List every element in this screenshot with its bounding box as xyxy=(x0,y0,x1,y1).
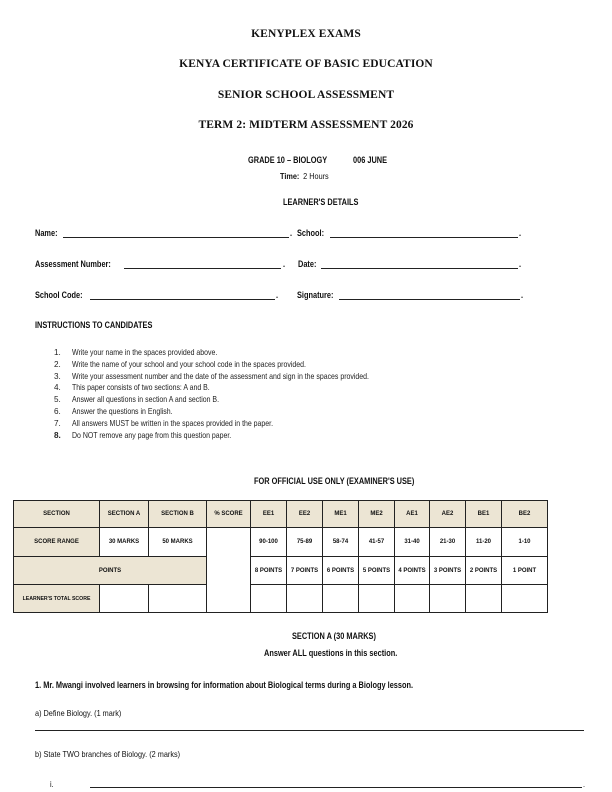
total-section-a-cell[interactable] xyxy=(100,585,149,613)
table-header-cell: BE2 xyxy=(502,501,548,528)
range-cell: 11-20 xyxy=(466,528,502,557)
assessment-number-label: Assessment Number: xyxy=(35,259,111,269)
range-cell: 75-89 xyxy=(287,528,323,557)
table-header-cell: ME2 xyxy=(359,501,395,528)
table-header-cell: EE2 xyxy=(287,501,323,528)
instruction-number: 4. xyxy=(54,383,61,393)
points-cell: 5 POINTS xyxy=(359,557,395,585)
table-header-cell: SECTION xyxy=(14,501,100,528)
total-grade-cell[interactable] xyxy=(287,585,323,613)
exam-month xyxy=(353,150,395,168)
time-label: Time: xyxy=(280,171,300,181)
table-header-row xyxy=(14,501,548,528)
table-header-cell: SECTION B xyxy=(149,501,207,528)
signature-dot: . xyxy=(521,290,524,300)
instruction-text: This paper consists of two sections: A and B. xyxy=(72,383,210,393)
learner-details-title: LEARNER'S DETAILS xyxy=(283,197,359,207)
instruction-number: 3. xyxy=(54,371,61,381)
total-grade-cell[interactable] xyxy=(430,585,466,613)
certificate-title: KENYA CERTIFICATE OF BASIC EDUCATION xyxy=(179,58,433,70)
percent-score-cell[interactable] xyxy=(207,528,251,613)
range-cell: 31-40 xyxy=(395,528,430,557)
name-field[interactable] xyxy=(63,237,289,238)
instruction-number: 7. xyxy=(54,418,61,428)
answer-line-1a[interactable] xyxy=(35,730,584,731)
instruction-number: 5. xyxy=(54,395,61,405)
school-dot: . xyxy=(519,228,522,238)
range-cell: 41-57 xyxy=(359,528,395,557)
points-cell: 4 POINTS xyxy=(395,557,430,585)
question-1a: a) Define Biology. (1 mark) xyxy=(35,708,122,718)
question-1-stem: 1. Mr. Mwangi involved learners in browsing for information about Biological terms during a Biology lesson. xyxy=(35,680,414,690)
score-range-row xyxy=(14,528,548,557)
date-label: Date: xyxy=(298,259,317,269)
school-label: School: xyxy=(297,228,325,238)
instruction-number: 8. xyxy=(54,430,61,440)
instruction-text: Write your assessment number and the date of the assessment and sign in the spaces provided. xyxy=(72,371,369,381)
time-value: 2 Hours xyxy=(303,171,329,181)
assessment-title: SENIOR SCHOOL ASSESSMENT xyxy=(217,89,395,101)
school-field[interactable] xyxy=(330,237,518,238)
score-range-label: SCORE RANGE xyxy=(14,528,100,557)
table-header-cell: AE2 xyxy=(430,501,466,528)
table-header-cell: ME1 xyxy=(323,501,359,528)
range-cell: 90-100 xyxy=(251,528,287,557)
instruction-number: 2. xyxy=(54,359,61,369)
instruction-text: Answer the questions in English. xyxy=(72,407,173,416)
name-dot: . xyxy=(290,228,293,238)
points-cell: 2 POINTS xyxy=(466,557,502,585)
total-grade-cell[interactable] xyxy=(502,585,548,613)
answer-line-1b-i-dot: . xyxy=(583,779,586,789)
grade-subject: GRADE 10 – BIOLOGY xyxy=(248,155,328,165)
school-code-label: School Code: xyxy=(35,290,83,300)
roman-numeral-i: i. xyxy=(50,779,54,789)
section-a-marks: 30 MARKS xyxy=(100,528,149,557)
table-header-cell: EE1 xyxy=(251,501,287,528)
table-header-cell: SECTION A xyxy=(100,501,149,528)
signature-label: Signature: xyxy=(297,290,334,300)
name-label: Name: xyxy=(35,228,58,238)
official-use-table xyxy=(13,500,548,613)
instruction-text: Write the name of your school and your school code in the spaces provided. xyxy=(72,359,306,369)
official-use-title: FOR OFFICIAL USE ONLY (EXAMINER'S USE) xyxy=(254,476,415,486)
total-grade-cell[interactable] xyxy=(359,585,395,613)
answer-line-1b-i[interactable] xyxy=(90,787,582,788)
range-cell: 58-74 xyxy=(323,528,359,557)
time-line xyxy=(280,166,329,184)
total-grade-cell[interactable] xyxy=(323,585,359,613)
instruction-text: Do NOT remove any page from this question paper. xyxy=(72,430,232,440)
date-dot: . xyxy=(519,259,522,269)
signature-field[interactable] xyxy=(339,299,520,300)
instruction-text: All answers MUST be written in the spaces provided in the paper. xyxy=(72,418,274,428)
instruction-number: 1. xyxy=(54,348,61,357)
term-title: TERM 2: MIDTERM ASSESSMENT 2026 xyxy=(198,119,414,131)
total-section-b-cell[interactable] xyxy=(149,585,207,613)
table-header-cell: % SCORE xyxy=(207,501,251,528)
instructions-title: INSTRUCTIONS TO CANDIDATES xyxy=(35,320,153,330)
exam-month-text: 006 JUNE xyxy=(353,155,388,165)
points-cell: 8 POINTS xyxy=(251,557,287,585)
table-header-cell: AE1 xyxy=(395,501,430,528)
instruction-number: 6. xyxy=(54,407,61,416)
assessment-number-dot: . xyxy=(283,259,286,269)
total-score-label: LEARNER'S TOTAL SCORE xyxy=(14,585,100,613)
section-a-subtitle: Answer ALL questions in this section. xyxy=(264,648,398,658)
points-cell: 3 POINTS xyxy=(430,557,466,585)
points-cell: 7 POINTS xyxy=(287,557,323,585)
points-row xyxy=(14,557,548,585)
section-a-title: SECTION A (30 MARKS) xyxy=(292,631,376,641)
instruction-text: Answer all questions in section A and section B. xyxy=(72,395,220,405)
assessment-number-field[interactable] xyxy=(124,268,281,269)
school-code-field[interactable] xyxy=(90,299,275,300)
date-field[interactable] xyxy=(321,268,518,269)
total-grade-cell[interactable] xyxy=(251,585,287,613)
points-label: POINTS xyxy=(14,557,207,585)
section-b-marks: 50 MARKS xyxy=(149,528,207,557)
org-title: KENYPLEX EXAMS xyxy=(251,28,361,40)
range-cell: 21-30 xyxy=(430,528,466,557)
total-grade-cell[interactable] xyxy=(466,585,502,613)
table-header-cell: BE1 xyxy=(466,501,502,528)
points-cell: 1 POINT xyxy=(502,557,548,585)
total-grade-cell[interactable] xyxy=(395,585,430,613)
total-score-row xyxy=(14,585,548,613)
instruction-text: Write your name in the spaces provided above. xyxy=(72,348,218,357)
school-code-dot: . xyxy=(276,290,279,300)
range-cell: 1-10 xyxy=(502,528,548,557)
points-cell: 6 POINTS xyxy=(323,557,359,585)
question-1b: b) State TWO branches of Biology. (2 marks) xyxy=(35,749,181,759)
